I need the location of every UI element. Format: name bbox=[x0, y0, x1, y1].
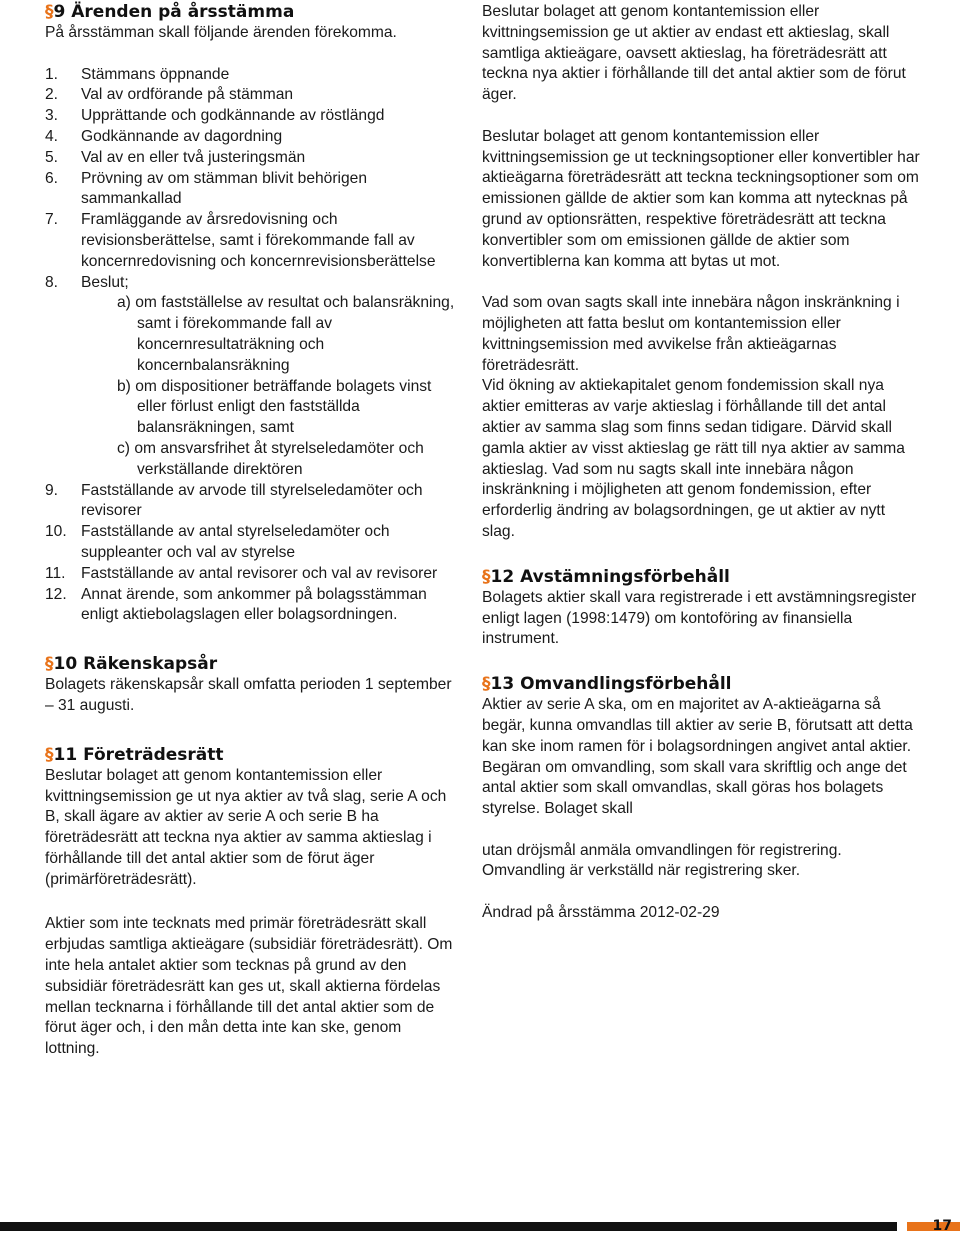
agenda-item: 6. Prövning av om stämman blivit behörigen sammankallad bbox=[45, 169, 368, 208]
decision-subitem: c) om ansvarsfrihet åt styrelseledamöter och verkställande direktören bbox=[117, 439, 424, 478]
agenda-item: 1. Stämmans öppnande bbox=[45, 65, 230, 83]
decision-subitem: b) om dispositioner beträffande bolagets vinst eller förlust enligt den fastställda balansräkningen, samt bbox=[117, 377, 432, 437]
section-12-heading: §12 Avstämningsförbehåll bbox=[482, 566, 730, 587]
footer-bar bbox=[0, 1222, 897, 1231]
section-13-paragraph: utan dröjsmål anmäla omvandlingen för registrering. Omvandling är verkställd när registrering sker. bbox=[482, 841, 842, 880]
agenda-item: 10. Fastställande av antal styrelseledamöter och suppleanter och val av styrelse bbox=[45, 523, 390, 561]
right-column bbox=[482, 2, 922, 924]
amended-note: Ändrad på årsstämma 2012-02-29 bbox=[482, 904, 720, 922]
section-12-body: Bolagets aktier skall vara registrerade i ett avstämningsregister enligt lagen (1998:1479) om kontoföring av finansiella instrument. bbox=[482, 588, 917, 648]
section-sign: § bbox=[482, 674, 491, 695]
section-11-paragraph: Beslutar bolaget att genom kontantemission eller kvittningsemission ge ut aktier av endast ett aktieslag, skall samtliga aktieägare, oavsett aktieslag, ha företrädesrätt att teckna nya aktier i förhållande till det antal aktier som de förut äger. bbox=[482, 3, 906, 104]
agenda-item: 4. Godkännande av dagordning bbox=[45, 127, 283, 145]
agenda-item: 3. Upprättande och godkännande av röstlängd bbox=[45, 107, 385, 125]
section-11-paragraph: Vid ökning av aktiekapitalet genom fondemission skall nya aktier emitteras av varje aktieslag i förhållande till det antal aktier av samma slag som finns sedan tidigare. Därvid skall gamla aktier av visst aktieslag ge rätt till nya aktier av samma aktieslag. Vad som nu sagts skall inte innebära någon inskränkning i möjligheten att genom fondemission, efter erforderlig ändring av bolagsordningen, ge ut aktier av nytt slag. bbox=[482, 377, 905, 540]
section-sign: § bbox=[482, 566, 491, 587]
section-10-body: Bolagets räkenskapsår skall omfatta perioden 1 september – 31 augusti. bbox=[45, 676, 452, 714]
section-9-heading: §9 Ärenden på årsstämma bbox=[45, 2, 295, 22]
section-11-paragraph: Beslutar bolaget att genom kontantemission eller kvittningsemission ge ut nya aktier av två slag, serie A och B, skall ägare av aktier av serie A och serie B ha företrädesrätt att teckna nya aktier av samma aktieslag i förhållande till det antal aktier som de förut äger (primärföreträdesrätt). bbox=[45, 766, 447, 888]
agenda-item: 7. Framläggande av årsredovisning och revisionsberättelse, samt i förekommande fall av koncernredovisning och koncernrevisionsberättelse bbox=[45, 211, 436, 270]
agenda-item: 2. Val av ordförande på stämman bbox=[45, 86, 294, 104]
section-sign: § bbox=[45, 744, 54, 765]
section-11-paragraph: Vad som ovan sagts skall inte innebära någon inskränkning i möjligheten att fatta beslut om kontantemission eller kvittningsemission med avvikelse från aktieägarnas företrädesrätt. bbox=[482, 294, 900, 374]
section-9-intro: På årsstämman skall följande ärenden förekomma. bbox=[45, 24, 397, 41]
section-11-paragraph: Beslutar bolaget att genom kontantemission eller kvittningsemission ge ut teckningsoptioner eller konvertibler har aktieägarna företrädesrätt att teckna teckningsoptioner som om emissionen gällde de aktier som kan komma att nytecknas på grund av optionsrätten, respektive företrädesrätt att teckna konvertibler som om emissionen gällde de aktier som konvertiblerna kan komma att bytas ut mot. bbox=[482, 127, 920, 270]
section-sign: § bbox=[45, 2, 54, 22]
agenda-item: 9. Fastställande av arvode till styrelseledamöter och revisorer bbox=[45, 481, 423, 520]
section-11-paragraph: Aktier som inte tecknats med primär företrädesrätt skall erbjudas samtliga aktieägare (subsidiär företrädesrätt). Om inte hela antalet aktier som tecknas på grund av den subsidiär företrädesrätt kan ges ut, skall aktierna fördelas mellan tecknarna i förhållande till det antal aktier som de förut äger och, i den mån detta inte kan ske, genom lottning. bbox=[45, 915, 453, 1058]
agenda-item: 8. Beslut; a) om fastställelse av resultat och balansräkning, samt i förekommande fall av koncernresultaträkning och koncernbalansräkning b) om dispositioner beträffande bolagets vinst eller förlust enligt den fastställda balansräkningen, samt c) om ansvarsfrihet åt styrelseledamöter och verkställande direktören bbox=[45, 273, 457, 481]
agenda-item: 5. Val av en eller två justeringsmän bbox=[45, 148, 306, 166]
section-11-heading: §11 Företrädesrätt bbox=[45, 744, 224, 765]
decision-subitem: a) om fastställelse av resultat och balansräkning, samt i förekommande fall av koncernresultaträkning och koncernbalansräkning bbox=[117, 294, 455, 374]
agenda-item: 11. Fastställande av antal revisorer och val av revisorer bbox=[45, 564, 438, 582]
page-number: 17 bbox=[932, 1218, 952, 1234]
section-13-heading: §13 Omvandlingsförbehåll bbox=[482, 674, 732, 695]
agenda-list bbox=[45, 65, 457, 627]
section-sign: § bbox=[45, 654, 54, 675]
left-column bbox=[45, 2, 457, 1060]
decision-sublist bbox=[81, 293, 457, 480]
agenda-item: 12. Annat ärende, som ankommer på bolagsstämman enligt aktiebolagslagen eller bolagsordningen. bbox=[45, 585, 427, 624]
section-10-heading: §10 Räkenskapsår bbox=[45, 654, 218, 675]
section-13-paragraph: Aktier av serie A ska, om en majoritet av A-aktieägarna så begär, kunna omvandlas till aktier av serie B, förutsatt att detta kan ske inom ramen för i bolagsordningen angivet antal aktier. Begäran om omvandling, som skall vara skriftlig och ange det antal aktier som skall omvandlas, skall göras hos bolagets styrelse. Bolaget skall bbox=[482, 696, 913, 818]
